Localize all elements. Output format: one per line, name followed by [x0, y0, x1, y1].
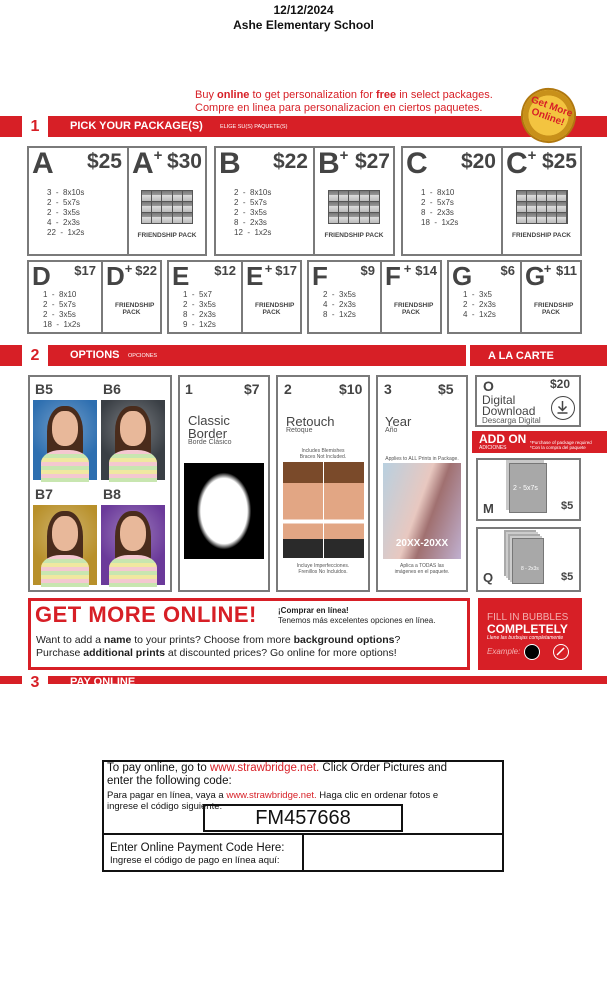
- payment-code-input[interactable]: [305, 836, 501, 870]
- package-item: 12 - 1x2s: [234, 228, 272, 237]
- addon-q-label: 8 - 2x3s: [521, 566, 539, 572]
- package-item: 3 - 8x10s: [47, 188, 85, 197]
- package-contents: [421, 188, 458, 228]
- bubbles-line-1: FILL IN BUBBLES: [487, 612, 569, 623]
- option-1-price: $7: [244, 381, 260, 397]
- digital-title-1: Digital: [482, 393, 516, 407]
- payment-es-line-1: Para pagar en línea, vaya a www.strawbridge.net. Haga clic en ordenar fotos e: [107, 790, 439, 801]
- package-item: 2 - 8x10s: [234, 188, 272, 197]
- enter-code-label-es: Ingrese el código de pago en línea aquí:: [110, 855, 280, 866]
- filled-bubble-icon: [524, 644, 540, 660]
- package-contents: [183, 290, 216, 330]
- bubbles-line-2: COMPLETELY: [487, 622, 568, 636]
- package-item: 2 - 3x5s: [323, 290, 356, 299]
- friendship-pack-label: FRIENDSHIP PACK: [137, 232, 197, 239]
- package-item: 2 - 3x5s: [43, 310, 76, 319]
- package-letter: A: [132, 147, 154, 180]
- package-letter: C: [506, 147, 528, 180]
- background-b8-photo[interactable]: [101, 505, 165, 585]
- option-1-number: 1: [185, 381, 193, 397]
- package-price: $20: [460, 150, 496, 173]
- get-more-online-title: GET MORE ONLINE!: [35, 602, 257, 627]
- package-item: 8 - 2x3s: [234, 218, 267, 227]
- alacarte-title: A LA CARTE: [488, 350, 554, 362]
- package-price: $11: [556, 263, 577, 278]
- section-3-number-box: [22, 674, 48, 691]
- package-item: 8 - 2x3s: [421, 208, 454, 217]
- package-contents: [323, 290, 356, 320]
- border-preview-image: [184, 463, 264, 559]
- option-3-note-es: Aplica a TODAS las imágenes en el paquete.: [394, 563, 450, 575]
- section-1-subtitle: ELIGE SU(S) PAQUETE(S): [220, 124, 288, 130]
- payment-url-link-es[interactable]: www.strawbridge.net.: [226, 790, 317, 801]
- package-price: $25: [86, 150, 122, 173]
- package-item: 4 - 2x3s: [47, 218, 80, 227]
- get-more-online-seal: Get More Online!: [513, 80, 583, 150]
- package-price: $12: [214, 263, 236, 278]
- digital-subtitle: Descarga Digital: [482, 416, 541, 425]
- option-3-number: 3: [384, 381, 392, 397]
- friendship-pack-label: FRIENDSHIP PACK: [324, 232, 384, 239]
- package-plus-sign: +: [264, 261, 273, 276]
- year-overlay-text: 20XX-20XX: [395, 538, 449, 549]
- bubbles-sub: Llene las burbujas completamente: [487, 635, 564, 641]
- addon-subtitle: ADICIONES: [479, 445, 507, 451]
- package-item: 2 - 5x7s: [47, 198, 80, 207]
- package-item: 2 - 3x5s: [234, 208, 267, 217]
- package-letter: F: [385, 261, 401, 291]
- package-price: $6: [500, 263, 515, 278]
- digital-title-2: Download: [482, 404, 536, 418]
- package-price: $9: [360, 263, 375, 278]
- addon-title: ADD ON: [479, 432, 527, 446]
- package-price: $17: [74, 263, 96, 278]
- background-code: B6: [103, 381, 121, 397]
- friendship-pack-thumbnails: [516, 190, 568, 224]
- background-b5-photo[interactable]: [33, 400, 97, 480]
- package-item: 4 - 1x2s: [463, 310, 496, 319]
- friendship-pack-label: FRIENDSHIP PACK: [534, 302, 574, 316]
- order-date: 12/12/2024: [273, 3, 334, 17]
- option-3-price: $5: [438, 381, 454, 397]
- option-3-subtitle: Año: [385, 427, 398, 434]
- package-item: 2 - 3x5s: [183, 300, 216, 309]
- package-plus-sign: +: [527, 147, 537, 164]
- section-2-number: 2: [22, 345, 48, 366]
- package-letter: G: [525, 261, 546, 291]
- package-contents: [43, 290, 80, 330]
- package-plus-sign: +: [339, 147, 349, 164]
- retouch-before-image: [283, 462, 323, 558]
- package-item: 9 - 1x2s: [183, 320, 216, 329]
- friendship-pack-label: FRIENDSHIP PACK: [512, 232, 571, 239]
- payment-line-1: To pay online, go to www.strawbridge.net. Click Order Pictures and: [107, 762, 448, 774]
- background-code: B5: [35, 381, 53, 397]
- option-2-title: Retouch: [286, 414, 335, 429]
- friendship-pack-thumbnails: [328, 190, 380, 224]
- payment-line-2: enter the following code:: [107, 775, 232, 787]
- package-price: $27: [354, 150, 390, 173]
- payment-es-line-2: ingrese el código siguiente:: [107, 801, 223, 812]
- option-2-note-es: Incluye Imperfecciones. Frenillos No Incluidos.: [296, 563, 350, 575]
- option-2-number: 2: [284, 381, 292, 397]
- package-item: 2 - 5x7s: [43, 300, 76, 309]
- option-1-title: Classic Border: [188, 413, 230, 441]
- package-plus-sign: +: [124, 261, 133, 276]
- option-2-subtitle: Retoque: [286, 427, 313, 434]
- addon-m-price: $5: [561, 500, 574, 512]
- package-price: $22: [272, 150, 308, 173]
- package-letter: D: [106, 261, 125, 291]
- package-contents: [47, 188, 84, 238]
- package-letter: D: [32, 261, 51, 291]
- background-code: B7: [35, 486, 53, 502]
- package-item: 2 - 3x5s: [47, 208, 80, 217]
- bubbles-example-label: Example:: [487, 647, 521, 656]
- background-code: B8: [103, 486, 121, 502]
- package-letter: B: [318, 147, 340, 180]
- addon-m-label: 2 - 5x7s: [513, 485, 538, 492]
- package-item: 18 - 1x2s: [421, 218, 459, 227]
- package-item: 2 - 2x3s: [463, 300, 496, 309]
- package-price: $25: [541, 150, 577, 173]
- get-more-online-es-2: Tenemos más excelentes opciones en línea.: [278, 616, 436, 625]
- package-letter: F: [312, 261, 328, 291]
- package-letter: E: [172, 261, 190, 291]
- get-more-online-body-2: Purchase additional prints at discounted prices? Go online for more options!: [36, 647, 397, 659]
- package-item: 1 - 8x10: [421, 188, 455, 197]
- package-price: $22: [135, 263, 157, 278]
- package-letter: C: [406, 147, 428, 180]
- friendship-pack-label: FRIENDSHIP PACK: [255, 302, 295, 316]
- package-letter: B: [219, 147, 241, 180]
- addon-note: *Purchase of package required *Con la compra del paquete: [530, 440, 592, 450]
- section-3-number: 3: [30, 674, 40, 691]
- package-item: 1 - 8x10: [43, 290, 77, 299]
- addon-q-illustration: [512, 538, 544, 584]
- addon-m-code: M: [483, 501, 494, 516]
- package-item: 2 - 5x7s: [421, 198, 454, 207]
- section-2-subtitle: OPCIONES: [128, 353, 158, 359]
- option-3-note-en: Applies to ALL Prints in Package.: [385, 456, 459, 462]
- get-more-online-body-1: Want to add a name to your prints? Choose from more background options?: [36, 634, 401, 646]
- option-3-title: Year: [385, 414, 412, 429]
- promo-line-1: Buy online to get personalization for free in select packages.: [195, 89, 493, 101]
- package-item: 18 - 1x2s: [43, 320, 81, 329]
- package-letter: A: [32, 147, 54, 180]
- package-letter: E: [246, 261, 264, 291]
- friendship-pack-label: FRIENDSHIP PACK: [115, 302, 155, 316]
- option-1-subtitle: Borde Clásico: [188, 439, 232, 446]
- package-price: $30: [166, 150, 202, 173]
- addon-q-price: $5: [561, 571, 574, 583]
- enter-code-label: Enter Online Payment Code Here:: [110, 842, 285, 854]
- friendship-pack-label: FRIENDSHIP PACK: [394, 302, 434, 316]
- package-plus-sign: +: [153, 147, 163, 164]
- package-plus-sign: +: [403, 261, 412, 276]
- package-item: 8 - 2x3s: [183, 310, 216, 319]
- option-2-note-en: Includes Blemishes Braces Not Included.: [299, 448, 347, 460]
- package-letter: G: [452, 261, 473, 291]
- section-1-number: 1: [22, 116, 48, 137]
- package-item: 22 - 1x2s: [47, 228, 85, 237]
- payment-vertical-divider: [302, 834, 304, 872]
- package-item: 2 - 5x7s: [234, 198, 267, 207]
- section-3-title: PAY ONLINE: [70, 676, 136, 688]
- package-contents: [463, 290, 496, 320]
- package-item: 4 - 2x3s: [323, 300, 356, 309]
- background-b7-photo[interactable]: [33, 505, 97, 585]
- package-price: $14: [415, 263, 437, 278]
- friendship-pack-thumbnails: [141, 190, 193, 224]
- package-item: 8 - 1x2s: [323, 310, 356, 319]
- package-plus-sign: +: [543, 261, 552, 276]
- background-b6-photo[interactable]: [101, 400, 165, 480]
- section-3-title-clip: [70, 676, 136, 688]
- digital-code: O: [483, 378, 494, 394]
- promo-line-2: Compre en linea para personalizacion en ciertos paquetes.: [195, 102, 483, 114]
- section-1-title: PICK YOUR PACKAGE(S): [70, 120, 203, 132]
- addon-q-code: Q: [483, 570, 494, 585]
- school-name: Ashe Elementary School: [233, 18, 374, 32]
- unfilled-bubble-icon: [553, 644, 569, 660]
- package-price: $17: [275, 263, 297, 278]
- retouch-after-image: [324, 462, 364, 558]
- package-item: 1 - 5x7: [183, 290, 212, 299]
- option-2-price: $10: [339, 381, 363, 397]
- download-icon: [551, 396, 575, 420]
- section-2-title: OPTIONS: [70, 349, 120, 361]
- digital-price: $20: [550, 377, 571, 391]
- get-more-online-es-1: ¡Comprar en línea!: [278, 606, 349, 615]
- payment-code: FM457668: [203, 804, 403, 832]
- payment-url-link[interactable]: www.strawbridge.net.: [209, 762, 320, 774]
- package-item: 1 - 3x5: [463, 290, 492, 299]
- package-contents: [234, 188, 271, 238]
